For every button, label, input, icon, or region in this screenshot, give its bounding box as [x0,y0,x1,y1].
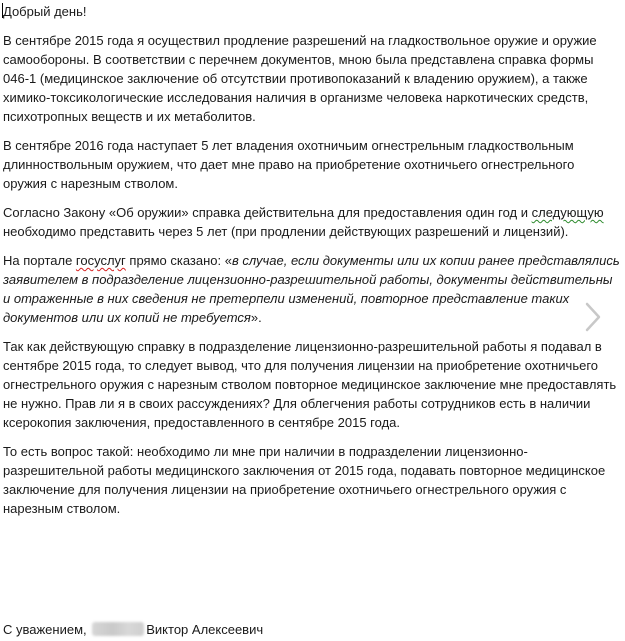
greeting: Добрый день! [3,4,87,19]
portal-text-middle: прямо сказано: « [125,253,232,268]
portal-text-end: ». [250,310,262,325]
chevron-right-icon [583,300,603,334]
paragraph-portal-quote [3,251,621,327]
redacted-surname [92,622,144,636]
document-body [3,2,621,528]
closing-text: С уважением, [3,622,91,637]
paragraph-law [3,203,621,241]
grammar-flagged-word: следующую [531,205,604,220]
paragraph-renewal: В сентябре 2015 года я осуществил продление разрешений на гладкоствольное оружие и оружие самообороны. В соответствии с перечнем документов, мною была представлена справка формы 046-1 (медицинское заключение об отсутствии противопоказаний к владению оружием), а также химико-токсикологические исследования наличия в организме человека наркотических средств, психотропных веществ и их метаболитов. [3,33,597,124]
portal-text-start: На портале [3,253,76,268]
paragraph-ownership: В сентябре 2016 года наступает 5 лет владения охотничьим огнестрельным гладкоствольным длинноствольным оружием, что дает мне право на приобретение охотничьего огнестрельного оружия с нарезным стволом. [3,138,575,191]
spelling-flagged-word: госуслуг [75,253,126,268]
law-text-end: необходимо представить через 5 лет (при продлении действующих разрешений и лицензий). [3,224,569,239]
portal-quote: в случае, если документы или их копии ранее представлялись заявителем в подразделение лицензионно-разрешительной работы, документы действительны и отраженные в них сведения не претерпели изменений, повторное представление таких документов или их копий не требуется [3,253,620,325]
signature-line [3,620,263,639]
law-text-start: Согласно Закону «Об оружии» справка действительна для предоставления один год и [3,205,532,220]
next-page-arrow[interactable] [583,300,603,334]
paragraph-question: То есть вопрос такой: необходимо ли мне при наличии в подразделении лицензионно-разрешительной работы медицинского заключения от 2015 года, подавать повторное медицинское заключение для получения лицензии на приобретение охотничьего огнестрельного оружия с нарезным стволом. [3,444,606,516]
signer-name: Виктор Алексеевич [146,622,264,637]
paragraph-conclusion: Так как действующую справку в подразделение лицензионно-разрешительной работы я подавал в сентябре 2015 года, то следует вывод, что для получения лицензии на приобретение охотничьего огнестрельного оружия с нарезным стволом повторное медицинское заключение мне предоставлять не нужно. Прав ли я в своих рассуждениях? Для облегчения работы сотрудников есть в наличии ксерокопия заключения, предоставленного в сентябре 2015 года. [3,339,617,430]
